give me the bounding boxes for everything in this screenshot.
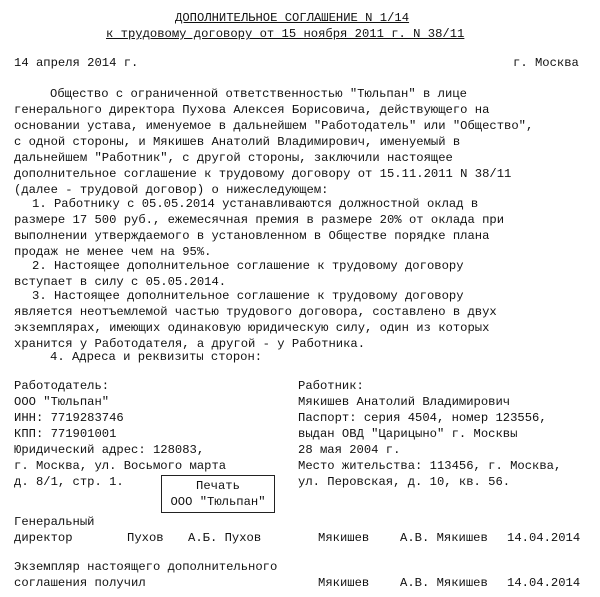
preamble-line: генерального директора Пухова Алексея Борисовича, действующего на — [14, 103, 490, 117]
document-title: ДОПОЛНИТЕЛЬНОЕ СОГЛАШЕНИЕ N 1/14 — [175, 11, 410, 25]
employer-address: г. Москва, ул. Восьмого марта — [14, 459, 227, 473]
preamble-line: (далее - трудовой договор) о нижеследующем: — [14, 183, 329, 197]
employee-signature: Мякишев — [318, 531, 370, 545]
clause-line: выполнении утверждаемого в установленном в Обществе порядке плана — [14, 229, 490, 243]
employer-heading: Работодатель: — [14, 379, 110, 393]
stamp-label: Печать — [196, 479, 240, 493]
clause-line: является неотъемлемой частью трудового договора, составлено в двух — [14, 305, 497, 319]
employer-inn: ИНН: 7719283746 — [14, 411, 124, 425]
clause-line: продаж не менее чем на 95%. — [14, 245, 212, 259]
receipt-name: А.В. Мякишев — [400, 576, 488, 590]
preamble-line: основании устава, именуемое в дальнейшем "Работодатель" или "Общество", — [14, 119, 534, 133]
clause-line: размере 17 500 руб., ежемесячная премия в размере 20% от оклада при — [14, 213, 505, 227]
preamble-line: Общество с ограниченной ответственностью "Тюльпан" в лице — [50, 87, 467, 101]
employee-residence: ул. Перовская, д. 10, кв. 56. — [298, 475, 511, 489]
clause-line: 2. Настоящее дополнительное соглашение к трудовому договору — [32, 259, 464, 273]
employer-address: Юридический адрес: 128083, — [14, 443, 205, 457]
clause-line: хранится у Работодателя, а другой - у Работника. — [14, 337, 366, 351]
clause-line: вступает в силу с 05.05.2014. — [14, 275, 227, 289]
signer-position: Генеральный — [14, 515, 95, 529]
clause-line: 3. Настоящее дополнительное соглашение к трудовому договору — [32, 289, 464, 303]
employee-heading: Работник: — [298, 379, 364, 393]
receipt-note: соглашения получил — [14, 576, 146, 590]
director-name: А.Б. Пухов — [188, 531, 262, 545]
employee-passport: 28 мая 2004 г. — [298, 443, 401, 457]
preamble-line: дальнейшем "Работник", с другой стороны, заключили настоящее — [14, 151, 453, 165]
director-signature: Пухов — [127, 531, 164, 545]
receipt-signature: Мякишев — [318, 576, 370, 590]
preamble-line: с одной стороны, и Мякишев Анатолий Владимирович, именуемый в — [14, 135, 461, 149]
document-subtitle: к трудовому договору от 15 ноября 2011 г. N 38/11 — [106, 27, 465, 41]
employee-passport: Паспорт: серия 4504, номер 123556, — [298, 411, 547, 425]
receipt-note: Экземпляр настоящего дополнительного — [14, 560, 278, 574]
preamble-line: дополнительное соглашение к трудовому договору от 15.11.2011 N 38/11 — [14, 167, 512, 181]
stamp-company: ООО "Тюльпан" — [170, 495, 266, 509]
employee-name: Мякишев Анатолий Владимирович — [298, 395, 511, 409]
employee-residence: Место жительства: 113456, г. Москва, — [298, 459, 562, 473]
receipt-date: 14.04.2014 — [507, 576, 581, 590]
clause-line: 1. Работнику с 05.05.2014 устанавливаются должностной оклад в — [32, 197, 479, 211]
clause-line: экземплярах, имеющих одинаковую юридическую силу, один из которых — [14, 321, 490, 335]
document-date: 14 апреля 2014 г. — [14, 56, 139, 70]
employer-name: ООО "Тюльпан" — [14, 395, 110, 409]
employer-kpp: КПП: 771901001 — [14, 427, 117, 441]
document-city: г. Москва — [513, 56, 579, 70]
employee-passport: выдан ОВД "Царицыно" г. Москвы — [298, 427, 518, 441]
employee-signed-name: А.В. Мякишев — [400, 531, 488, 545]
signer-position: директор — [14, 531, 73, 545]
clause-4: 4. Адреса и реквизиты сторон: — [50, 350, 263, 364]
company-stamp — [161, 475, 275, 513]
employer-address: д. 8/1, стр. 1. — [14, 475, 124, 489]
signature-date: 14.04.2014 — [507, 531, 581, 545]
